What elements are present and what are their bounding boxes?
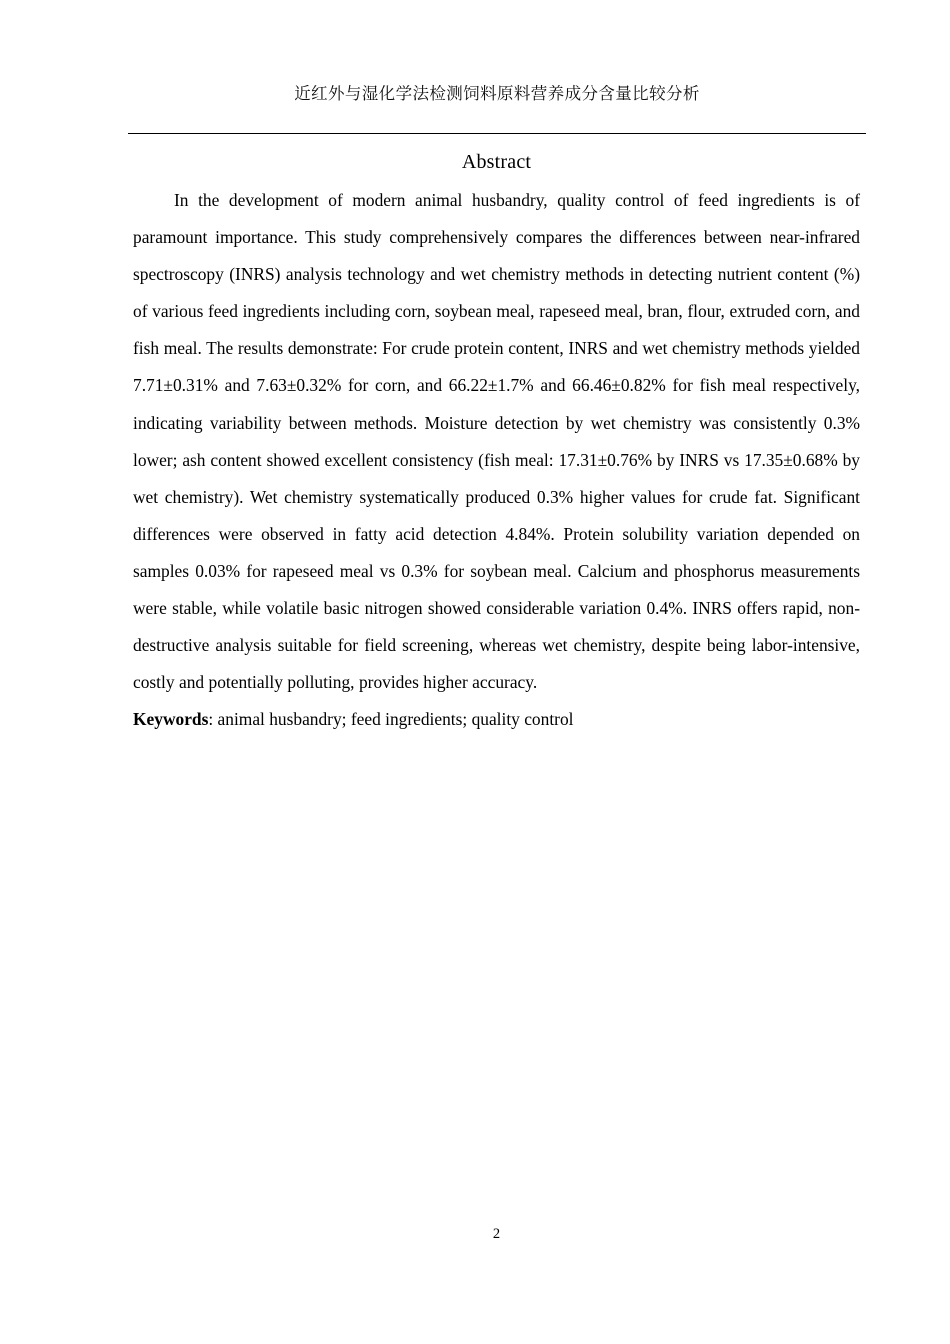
- keywords-label: Keywords: [133, 709, 209, 730]
- keywords-separator: :: [208, 709, 218, 730]
- running-header: [128, 84, 866, 105]
- header-divider-rule: [128, 133, 866, 134]
- page-content: [133, 146, 860, 738]
- page-title: Abstract: [461, 151, 532, 173]
- page-footer: [133, 1225, 860, 1243]
- keywords-line: [133, 701, 860, 738]
- keywords-value: animal husbandry; feed ingredients; quality control: [217, 709, 574, 730]
- running-header-title: 近红外与湿化学法检测饲料原料营养成分含量比较分析: [294, 84, 700, 103]
- abstract-paragraph: In the development of modern animal husbandry, quality control of feed ingredients is of paramount importance. This study comprehensively compares the differences between near-infrared spectroscopy (INRS) analysis technology and wet chemistry methods in detecting nutrient content (%) of various feed ingredients including corn, soybean meal, rapeseed meal, bran, flour, extruded corn, and fish meal. The results demonstrate: For crude protein content, INRS and wet chemistry methods yielded 7.71±0.31% and 7.63±0.32% for corn, and 66.22±1.7% and 66.46±0.82% for fish meal respectively, indicating variability between methods. Moisture detection by wet chemistry was consistently 0.3% lower; ash content showed excellent consistency (fish meal: 17.31±0.76% by INRS vs 17.35±0.68% by wet chemistry). Wet chemistry systematically produced 0.3% higher values for crude fat. Significant differences were observed in fatty acid detection 4.84%. Protein solubility variation depended on samples 0.03% for rapeseed meal vs 0.3% for soybean meal. Calcium and phosphorus measurements were stable, while volatile basic nitrogen showed considerable variation 0.4%. INRS offers rapid, non-destructive analysis suitable for field screening, whereas wet chemistry, despite being labor-intensive, costly and potentially polluting, provides higher accuracy.: [133, 190, 860, 693]
- page-number: 2: [492, 1226, 501, 1242]
